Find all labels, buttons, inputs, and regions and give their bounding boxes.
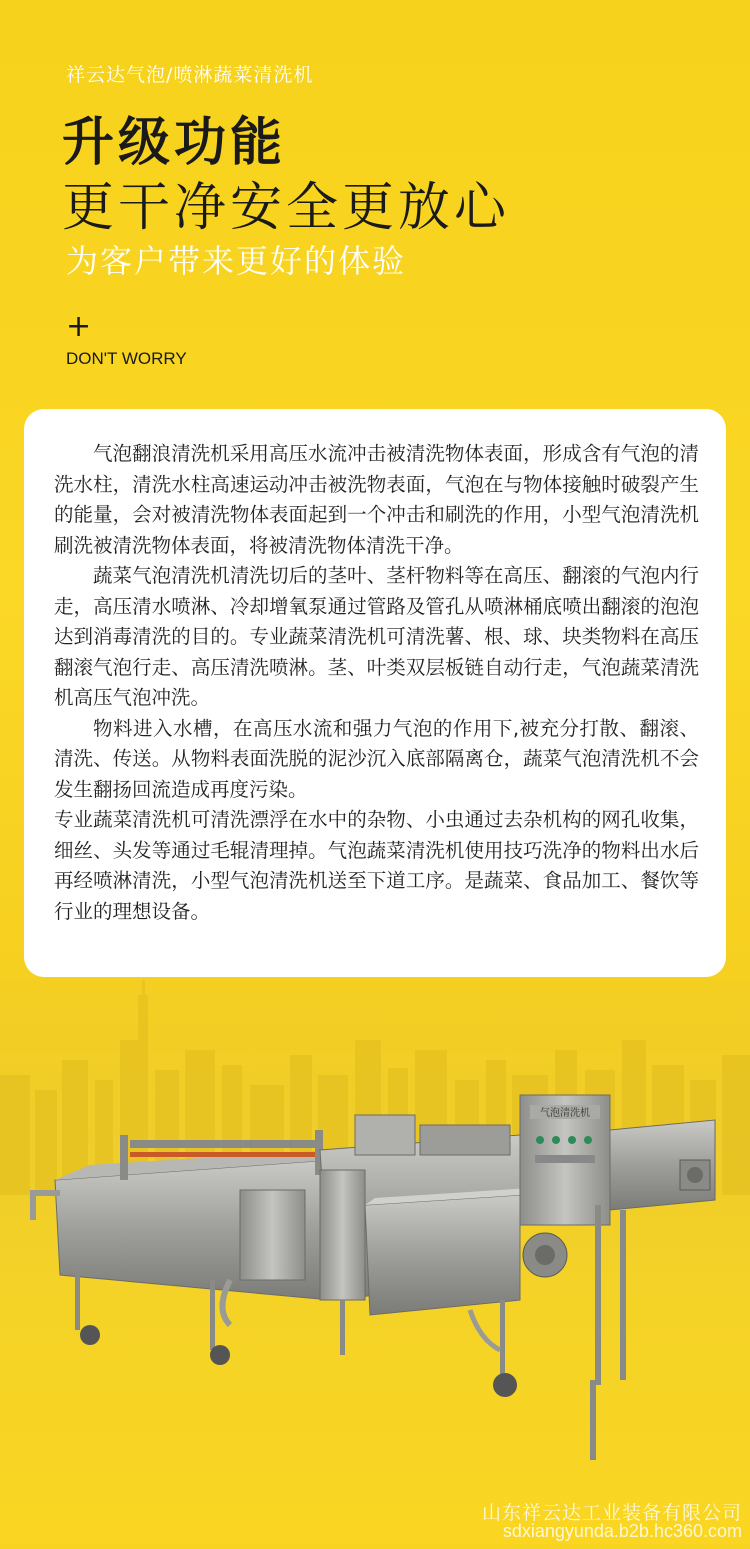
description-paragraph-4: 专业蔬菜清洗机可清洗漂浮在水中的杂物、小虫通过去杂机构的网孔收集，细丝、头发等通过毛辊清理掉。气泡蔬菜清洗机使用技巧洗净的物料出水后再经喷淋清洗，小型气泡清洗机送至下道工序。是蔬菜、食品加工、餐饮等行业的理想设备。 [54, 808, 699, 923]
description-paragraph-3: 物料进入水槽，在高压水流和强力气泡的作用下,被充分打散、翻滚、清洗、传送。从物料表面洗脱的泥沙沉入底部隔离仓，蔬菜气泡清洗机不会发生翻扬回流造成再度污染。 [54, 716, 699, 801]
dont-worry-label: DON'T WORRY [66, 349, 187, 368]
description-text [54, 439, 699, 927]
tagline: 为客户带来更好的体验 [66, 242, 407, 280]
watermark-company: 山东祥云达工业装备有限公司 [481, 1502, 742, 1524]
brand-subtitle: 祥云达气泡/喷淋蔬菜清洗机 [66, 64, 314, 86]
description-paragraph-2: 蔬菜气泡清洗机清洗切后的茎叶、茎杆物料等在高压、翻滚的气泡内行走，高压清水喷淋、冷却增氧泵通过管路及管孔从喷淋桶底喷出翻滚的泡泡达到消毒清洗的目的。专业蔬菜清洗机可清洗薯、根、球、块类物料在高压翻滚气泡行走、高压清洗喷淋。茎、叶类双层板链自动行走，气泡蔬菜清洗机高压气泡冲洗。 [54, 564, 699, 709]
control-panel-label: 气泡清洗机 [540, 1108, 590, 1119]
headline-regular: 更干净安全更放心 [62, 178, 511, 238]
description-paragraph-1: 气泡翻浪清洗机采用高压水流冲击被清洗物体表面，形成含有气泡的清洗水柱，清洗水柱高速运动冲击被洗物表面，气泡在与物体接触时破裂产生的能量，会对被清洗物体表面起到一个冲击和刷洗的作用，小型气泡清洗机刷洗被清洗物体表面，将被清洗物体清洗干净。 [54, 442, 699, 557]
plus-icon: + [66, 309, 92, 344]
vegetable-washing-machine [0, 980, 750, 1545]
description-card [24, 409, 726, 977]
headline-bold: 升级功能 [62, 113, 287, 173]
watermark-url: sdxiangyunda.b2b.hc360.com [502, 1521, 742, 1541]
washing-machine-illustration [0, 980, 750, 1545]
